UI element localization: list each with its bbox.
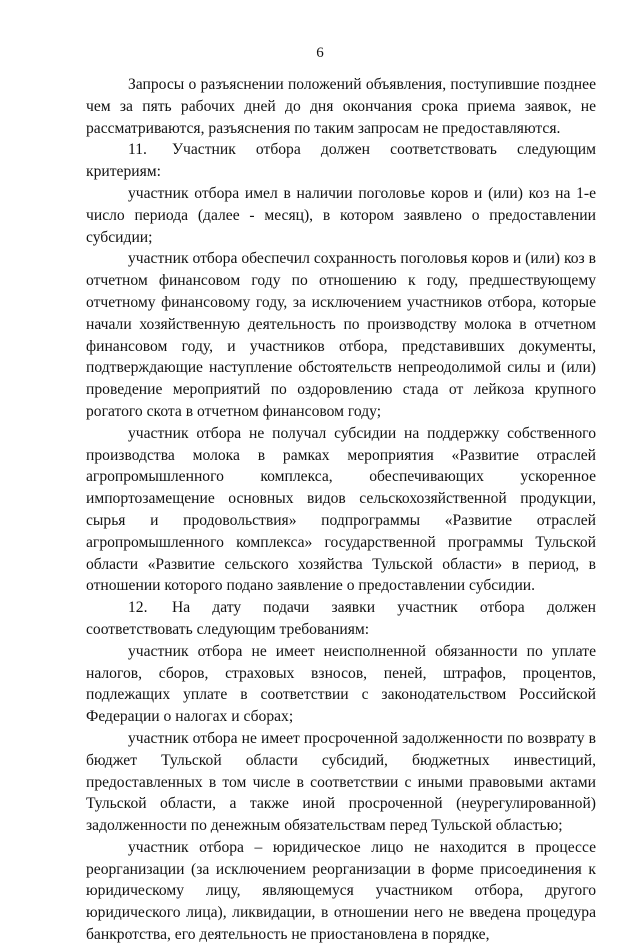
paragraph-12-text: На дату подачи заявки участник отбора должен соответствовать следующим требованиям: bbox=[86, 599, 596, 638]
document-body bbox=[86, 74, 596, 946]
criterion-no-prior-subsidy: участник отбора не получал субсидии на поддержку собственного производства молока в рамках мероприятия «Развитие отраслей агропромышленного комплекса, обеспечивающих ускоренное импортозамещение основных видов сельскохозяйственной продукции, сырья и продовольствия» подпрограммы «Развитие отраслей агропромышленного комплекса» государственной программы Тульской области «Развитие сельского хозяйства Тульской области» в период, в отношении которого подано заявление о предоставлении субсидии. bbox=[86, 424, 596, 595]
paragraph-clarification-requests: Запросы о разъяснении положений объявления, поступившие позднее чем за пять рабочих дней до дня окончания срока приема заявок, не рассматриваются, разъяснения по таким запросам не предоставляются. bbox=[86, 76, 596, 137]
paragraph-number: 11. bbox=[128, 141, 147, 159]
paragraph-12 bbox=[86, 597, 596, 641]
paragraph-11-text: Участник отбора должен соответствовать следующим критериям: bbox=[86, 141, 596, 181]
page-number: 6 bbox=[316, 45, 324, 61]
criterion-livestock-availability: участник отбора имел в наличии поголовье коров и (или) коз на 1-е число периода (далее - месяц), в котором заявлено о предоставлении субсидии; bbox=[86, 184, 596, 246]
paragraph-11 bbox=[86, 139, 596, 183]
requirement-no-reorganization: участник отбора – юридическое лицо не находится в процессе реорганизации (за исключением реорганизации в форме присоединения к юридическому лицу, являющемуся участником отбора, другого юридического лица), ликвидации, в отношении него не введена процедура банкротства, его деятельность не приостановлена в порядке, bbox=[86, 838, 596, 944]
paragraph-number: 12. bbox=[128, 599, 148, 617]
criterion-livestock-preservation: участник отбора обеспечил сохранность поголовья коров и (или) коз в отчетном финансовом году по отношению к году, предшествующему отчетному финансовому году, за исключением участников отбора, которые начали хозяйственную деятельность по производству молока в отчетном финансовом году, и участников отбора, представивших документы, подтверждающие наступление обстоятельств непреодолимой силы и (или) проведение мероприятий по оздоровлению стада от лейкоза крупного рогатого скота в отчетном финансовом году; bbox=[86, 250, 596, 420]
requirement-no-overdue-debt: участник отбора не имеет просроченной задолженности по возврату в бюджет Тульской области субсидий, бюджетных инвестиций, предоставленных в том числе в соответствии с иными правовыми актами Тульской области, а также иной просроченной (неурегулированной) задолженности по денежным обязательствам перед Тульской областью; bbox=[86, 729, 596, 835]
requirement-no-tax-debt: участник отбора не имеет неисполненной обязанности по уплате налогов, сборов, страховых взносов, пеней, штрафов, процентов, подлежащих уплате в соответствии с законодательством Российской Федерации о налогах и сборах; bbox=[86, 642, 596, 726]
